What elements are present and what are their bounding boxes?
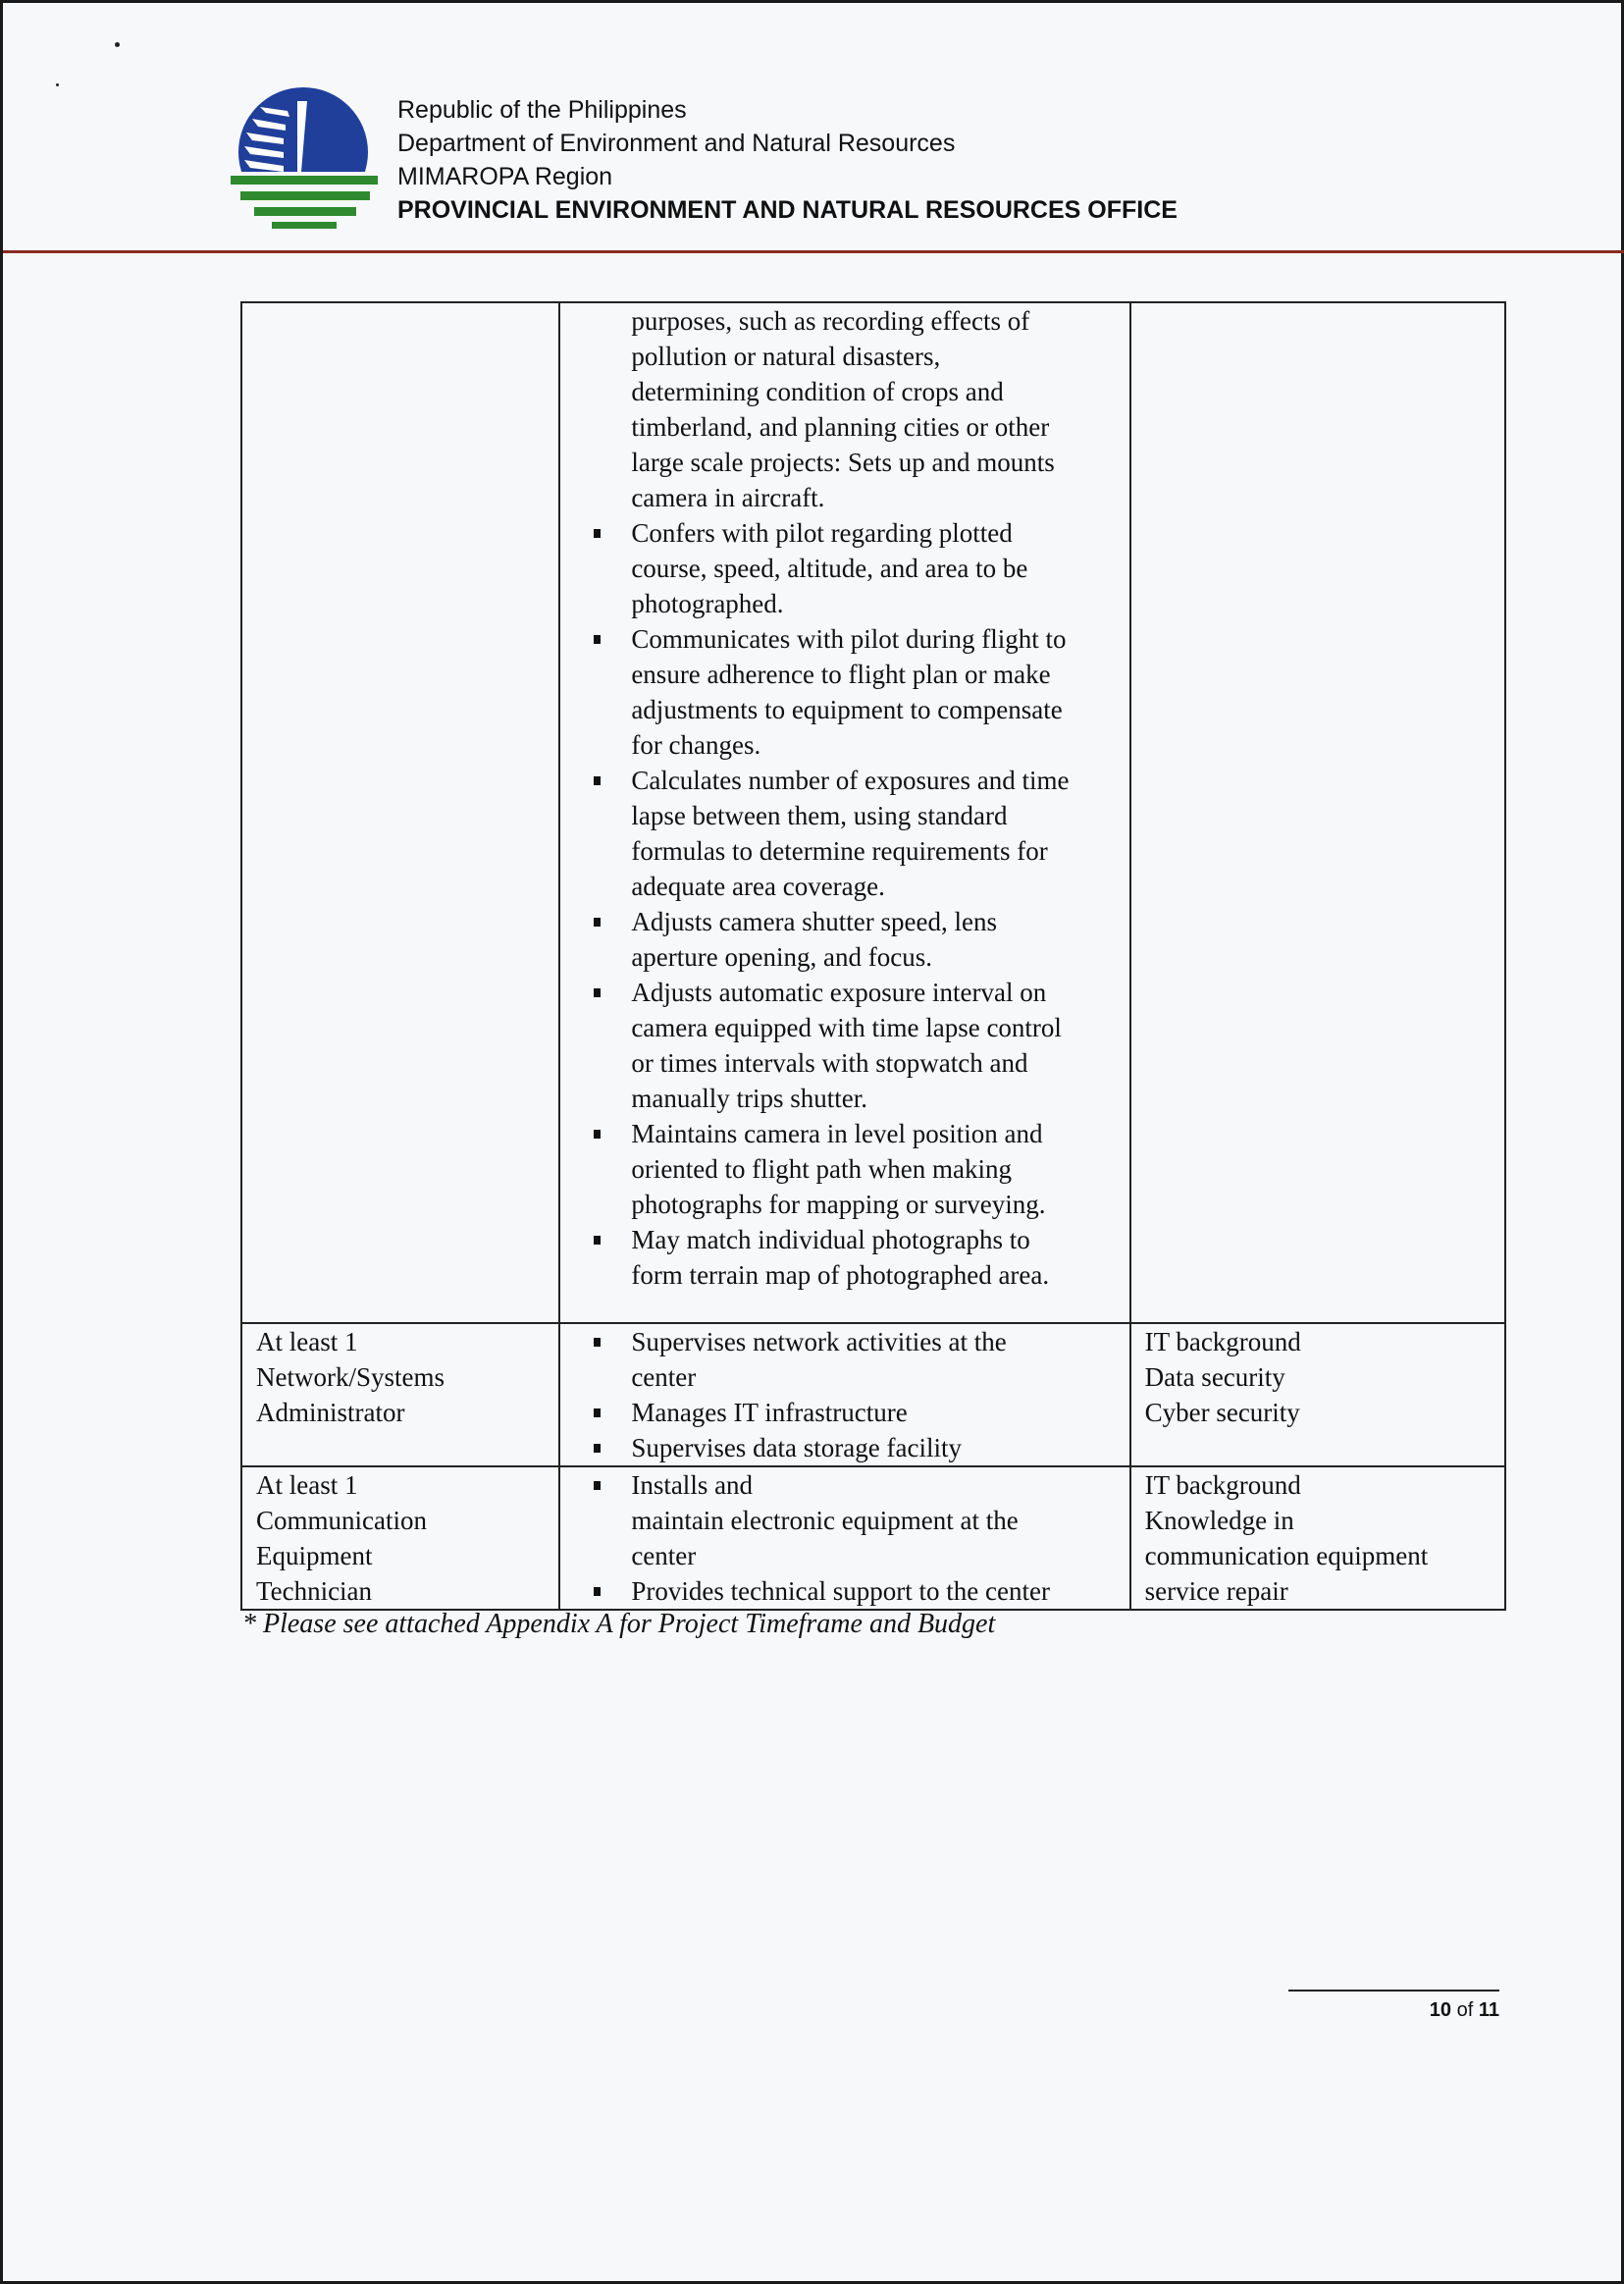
text-line: Equipment — [256, 1541, 373, 1570]
text-line: center — [631, 1362, 697, 1392]
text-line: ensure adherence to flight plan or make — [631, 660, 1051, 689]
header-line-department: Department of Environment and Natural Resources — [397, 130, 956, 157]
text-line: At least 1 — [256, 1327, 358, 1356]
text-line: Calculates number of exposures and time — [631, 766, 1070, 795]
list-item — [631, 515, 1119, 621]
scan-speck — [115, 42, 120, 47]
text-line: form terrain map of photographed area. — [631, 1260, 1050, 1290]
page-number — [1288, 1990, 1499, 2022]
duties-list — [574, 1324, 1119, 1465]
list-item — [631, 1395, 1119, 1430]
qualifications-cell — [1130, 1466, 1505, 1610]
text-line: lapse between them, using standard — [631, 801, 1008, 830]
text-line: Supervises network activities at the — [631, 1327, 1007, 1356]
table-row — [241, 1323, 1505, 1466]
text-line: adequate area coverage. — [631, 872, 885, 901]
text-line: Knowledge in — [1144, 1506, 1294, 1535]
page-of: of — [1456, 1999, 1474, 2021]
text-line: Administrator — [256, 1398, 405, 1427]
list-item — [631, 763, 1119, 904]
list-item — [631, 1222, 1119, 1322]
duties-cell — [559, 302, 1129, 1323]
text-line: Installs and — [631, 1470, 754, 1500]
text-line: Maintains camera in level position and — [631, 1119, 1043, 1148]
text-line: for changes. — [631, 730, 761, 760]
text-line: course, speed, altitude, and area to be — [631, 554, 1028, 583]
text-line: May match individual photographs to — [631, 1225, 1030, 1254]
text-line: timberland, and planning cities or other — [631, 412, 1050, 442]
duties-cell — [559, 1466, 1129, 1610]
text-line: or times intervals with stopwatch and — [631, 1048, 1028, 1078]
text-line: manually trips shutter. — [631, 1084, 868, 1113]
text-line: formulas to determine requirements for — [631, 836, 1048, 866]
text-line: Adjusts automatic exposure interval on — [631, 978, 1047, 1007]
list-item — [631, 1573, 1119, 1609]
position-cell — [241, 1466, 559, 1610]
list-item — [631, 1430, 1119, 1465]
text-line: photographed. — [631, 589, 784, 618]
list-item — [631, 621, 1119, 763]
table-row — [241, 302, 1505, 1323]
text-line: Supervises data storage facility — [631, 1433, 962, 1462]
text-line: adjustments to equipment to compensate — [631, 695, 1063, 724]
page-current: 10 — [1429, 1999, 1452, 2021]
text-line: Technician — [256, 1576, 373, 1606]
text-line: determining condition of crops and — [631, 377, 1004, 406]
list-item — [631, 975, 1119, 1116]
list-item — [631, 1324, 1119, 1395]
duties-list — [574, 1467, 1119, 1609]
text-line: service repair — [1144, 1576, 1288, 1606]
text-line: center — [631, 1541, 697, 1570]
staffing-table — [240, 301, 1506, 1611]
table-row — [241, 1466, 1505, 1610]
text-line: Communicates with pilot during flight to — [631, 624, 1067, 654]
text-line: camera in aircraft. — [631, 483, 825, 512]
list-item — [631, 1467, 1119, 1573]
duties-cell — [559, 1323, 1129, 1466]
text-line: Adjusts camera shutter speed, lens — [631, 907, 997, 936]
text-line: At least 1 — [256, 1470, 358, 1500]
text-line: IT background — [1144, 1470, 1301, 1500]
text-line: Communication — [256, 1506, 427, 1535]
qualifications-cell — [1130, 1323, 1505, 1466]
text-line: Network/Systems — [256, 1362, 445, 1392]
text-line: Provides technical support to the center — [631, 1576, 1050, 1606]
position-cell — [241, 1323, 559, 1466]
text-line: Manages IT infrastructure — [631, 1398, 908, 1427]
text-line: pollution or natural disasters, — [631, 342, 941, 371]
text-line: Data security — [1144, 1362, 1285, 1392]
list-item — [631, 1116, 1119, 1222]
text-line: communication equipment — [1144, 1541, 1429, 1570]
header-divider — [3, 250, 1624, 253]
header-line-office: PROVINCIAL ENVIRONMENT AND NATURAL RESOURCES OFFICE — [397, 196, 1178, 224]
text-line: Confers with pilot regarding plotted — [631, 518, 1013, 548]
text-line: photographs for mapping or surveying. — [631, 1190, 1046, 1219]
text-line: purposes, such as recording effects of — [631, 306, 1030, 336]
text-line: maintain electronic equipment at the — [631, 1506, 1019, 1535]
list-item — [631, 904, 1119, 975]
denr-logo-icon — [229, 81, 378, 231]
duties-intro — [574, 303, 1119, 515]
text-line: Cyber security — [1144, 1398, 1300, 1427]
text-line: large scale projects: Sets up and mounts — [631, 448, 1055, 477]
duties-list — [574, 515, 1119, 1322]
text-line: aperture opening, and focus. — [631, 942, 932, 972]
text-line: oriented to flight path when making — [631, 1154, 1012, 1184]
text-line: IT background — [1144, 1327, 1301, 1356]
letterhead — [397, 93, 1178, 227]
scan-speck — [56, 83, 59, 86]
appendix-note: * Please see attached Appendix A for Project Timeframe and Budget — [242, 1609, 996, 1639]
header-line-region: MIMAROPA Region — [397, 163, 613, 190]
position-cell — [241, 302, 559, 1323]
header-line-republic: Republic of the Philippines — [397, 96, 687, 124]
page-total: 11 — [1478, 1999, 1499, 2021]
qualifications-cell — [1130, 302, 1505, 1323]
text-line: camera equipped with time lapse control — [631, 1013, 1062, 1042]
